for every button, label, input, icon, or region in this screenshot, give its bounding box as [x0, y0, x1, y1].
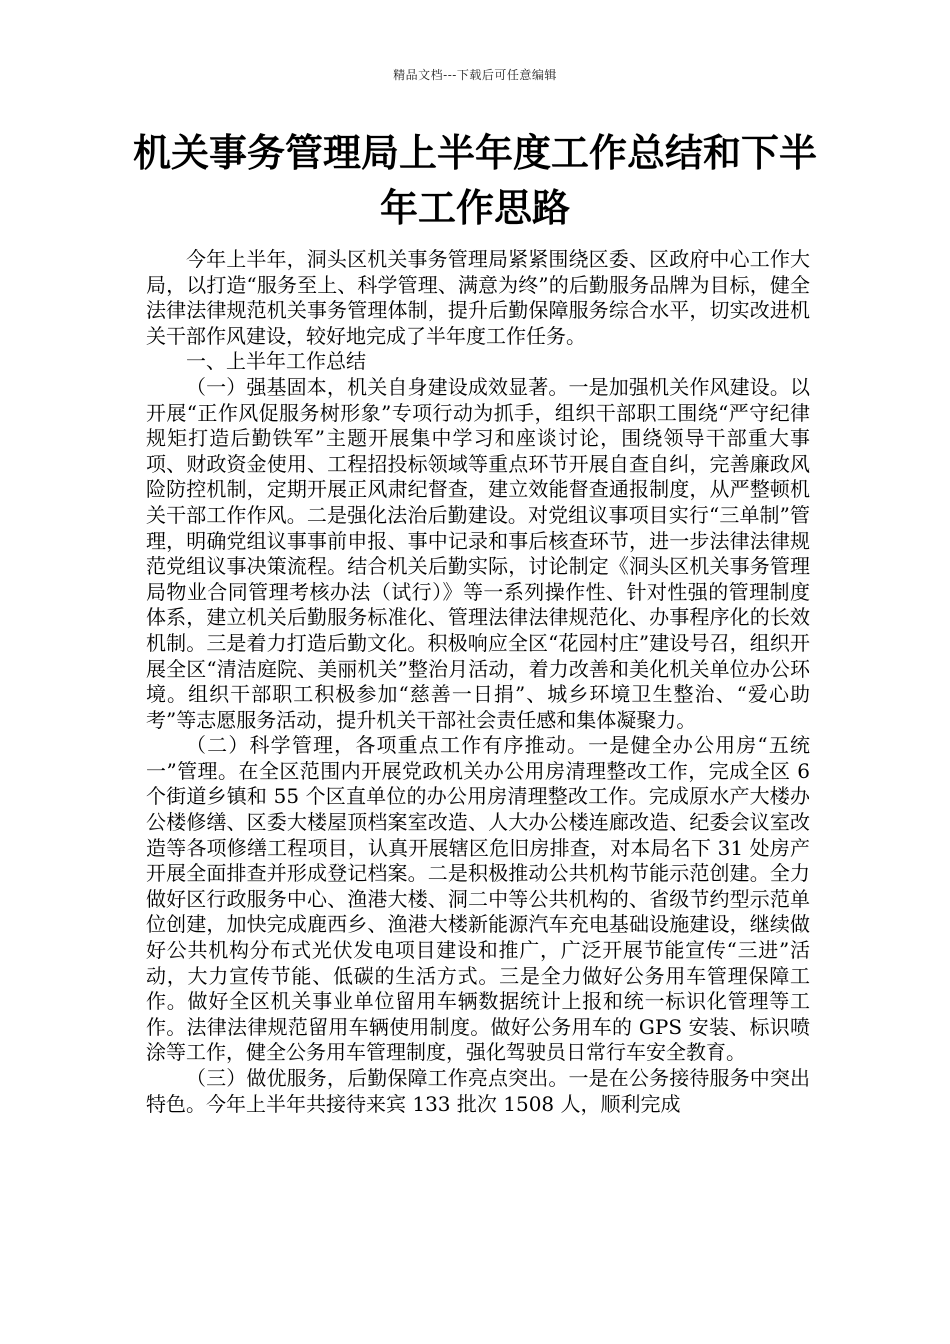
header-note: 精品文档---下载后可任意编辑	[393, 68, 557, 82]
paragraph-section-3: （三）做优服务，后勤保障工作亮点突出。一是在公务接待服务中突出特色。今年上半年共接待来宾 133 批次 1508 人，顺利完成	[146, 1066, 810, 1116]
document-body	[146, 247, 810, 1117]
paragraph-section-1: （一）强基固本，机关自身建设成效显著。一是加强机关作风建设。以开展“正作风促服务树形象”专项行动为抓手，组织干部职工围绕“严守纪律规矩打造后勤铁军”主题开展集中学习和座谈讨论，围绕领导干部重大事项、财政资金使用、工程招投标领域等重点环节开展自查自纠，完善廉政风险防控机制，定期开展正风肃纪督查，建立效能督查通报制度，从严整顿机关干部工作作风。二是强化法治后勤建设。对党组议事项目实行“三单制”管理，明确党组议事事前申报、事中记录和事后核查环节，进一步法律法律规范党组议事决策流程。结合机关后勤实际，讨论制定《洞头区机关事务管理局物业合同管理考核办法（试行）》等一系列操作性、针对性强的管理制度体系，建立机关后勤服务标准化、管理法律法律规范化、办事程序化的长效机制。三是着力打造后勤文化。积极响应全区“花园村庄”建设号召，组织开展全区“清洁庭院、美丽机关”整治月活动，着力改善和美化机关单位办公环境。组织干部职工积极参加“慈善一日捐”、城乡环境卫生整治、“爱心助考”等志愿服务活动，提升机关干部社会责任感和集体凝聚力。	[146, 374, 810, 732]
paragraph-section-2: （二）科学管理，各项重点工作有序推动。一是健全办公用房“五统一”管理。在全区范围内开展党政机关办公用房清理整改工作，完成全区 6 个街道乡镇和 55 个区直单位的办公用房清理整改工作。完成原水产大楼办公楼修缮、区委大楼屋顶档案室改造、人大办公楼连廊改造、纪委会议室改造等各项修缮工程项目，认真开展辖区危旧房排查，对本局名下 31 处房产开展全面排查并形成登记档案。二是积极推动公共机构节能示范创建。全力做好区行政服务中心、渔港大楼、洞二中等公共机构的、省级节约型示范单位创建，加快完成鹿西乡、渔港大楼新能源汽车充电基础设施建设，继续做好公共机构分布式光伏发电项目建设和推广，广泛开展节能宣传“三进”活动，大力宣传节能、低碳的生活方式。三是全力做好公务用车管理保障工作。做好全区机关事业单位留用车辆数据统计上报和统一标识化管理等工作。法律法律规范留用车辆使用制度。做好公务用车的 GPS 安装、标识喷涂等工作，健全公务用车管理制度，强化驾驶员日常行车安全教育。	[146, 733, 810, 1065]
paragraph-intro: 今年上半年，洞头区机关事务管理局紧紧围绕区委、区政府中心工作大局，以打造“服务至上、科学管理、满意为终”的后勤服务品牌为目标，健全法律法律规范机关事务管理体制，提升后勤保障服务综合水平，切实改进机关干部作风建设，较好地完成了半年度工作任务。	[146, 247, 810, 348]
section-heading: 一、上半年工作总结	[186, 349, 366, 374]
document-title: 机关事务管理局上半年度工作总结和下半年工作思路	[132, 131, 817, 230]
